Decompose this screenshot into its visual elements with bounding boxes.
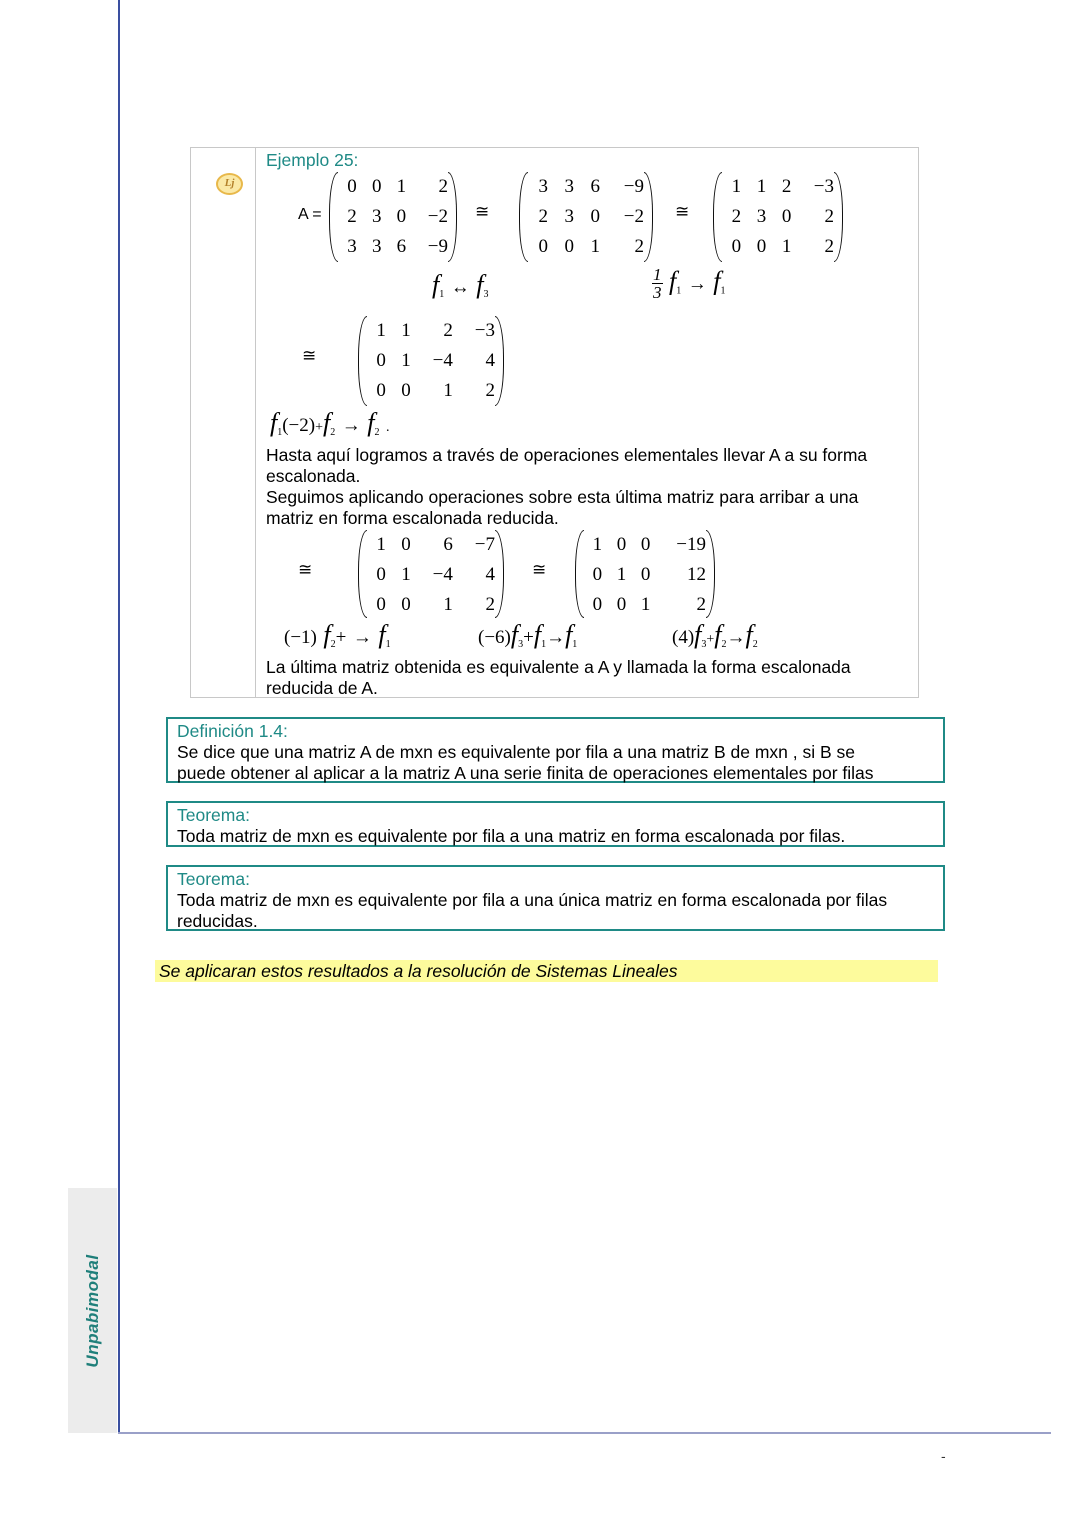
op-symbol: f bbox=[510, 620, 519, 649]
cell: 1 bbox=[443, 594, 453, 615]
cell: −4 bbox=[432, 564, 453, 585]
definition-line-1: Se dice que una matriz A de mxn es equivalente por fila a una matriz B de mxn , si B se bbox=[177, 742, 855, 762]
dot: . bbox=[385, 420, 390, 435]
op-subscript: 1 bbox=[572, 639, 578, 650]
cell: −3 bbox=[474, 320, 495, 341]
row-operation-add bbox=[270, 408, 389, 438]
cell: 0 bbox=[396, 206, 407, 227]
cell: 3 bbox=[564, 176, 574, 197]
op-symbol: f bbox=[476, 270, 484, 299]
op-symbol: f bbox=[323, 408, 331, 437]
matrix-a bbox=[329, 172, 457, 262]
op-coefficient: (4) bbox=[672, 627, 695, 648]
cell: 3 bbox=[371, 236, 382, 257]
cell: 0 bbox=[640, 534, 651, 555]
cell: 0 bbox=[592, 594, 603, 615]
cell: 2 bbox=[443, 320, 453, 341]
cell: 0 bbox=[781, 206, 792, 227]
cell: 1 bbox=[401, 320, 411, 341]
plus-sign: + bbox=[706, 632, 715, 647]
op-subscript: 1 bbox=[720, 285, 726, 297]
arrow-icon: ↔ bbox=[450, 277, 470, 298]
op-subscript: 3 bbox=[483, 289, 489, 300]
margin-line-vertical bbox=[118, 0, 120, 1433]
cell: 1 bbox=[376, 534, 386, 555]
example-divider bbox=[255, 148, 256, 697]
op-symbol: f bbox=[713, 266, 721, 296]
cell: 6 bbox=[396, 236, 407, 257]
op-symbol: f bbox=[367, 408, 375, 437]
paragraph-3-line-1: La última matriz obtenida es equivalente a A y llamada la forma escalonada bbox=[266, 657, 851, 677]
matrix-f-table bbox=[581, 530, 709, 620]
cell: 2 bbox=[696, 594, 706, 615]
cell: 1 bbox=[376, 320, 386, 341]
cell: 3 bbox=[756, 206, 767, 227]
op-symbol: f bbox=[270, 408, 278, 437]
cell: −2 bbox=[623, 206, 644, 227]
cell: 2 bbox=[347, 206, 357, 227]
cell: 4 bbox=[485, 564, 495, 585]
op-subscript: 2 bbox=[752, 639, 758, 650]
highlight-note bbox=[155, 960, 938, 982]
paragraph-2-line-2: matriz en forma escalonada reducida. bbox=[266, 508, 559, 528]
matrix-a-label: A = bbox=[298, 206, 322, 223]
highlight-note-text: Se aplicaran estos resultados a la resolución de Sistemas Lineales bbox=[159, 961, 678, 981]
matrix-b bbox=[519, 172, 653, 262]
cell: 0 bbox=[376, 350, 386, 371]
paragraph-1-line-2: escalonada. bbox=[266, 466, 361, 486]
op-subscript: 2 bbox=[721, 639, 727, 650]
cell: 1 bbox=[592, 534, 603, 555]
example-title: Ejemplo 25: bbox=[266, 150, 359, 170]
cell: −9 bbox=[427, 236, 448, 257]
cell: 3 bbox=[347, 236, 357, 257]
row-operation-add bbox=[672, 620, 758, 650]
row-operation-add bbox=[478, 620, 577, 650]
op-subscript: 2 bbox=[374, 427, 380, 438]
matrix-b-table bbox=[525, 172, 647, 262]
op-subscript: 1 bbox=[277, 427, 283, 438]
cell: 12 bbox=[687, 564, 706, 585]
theorem-1-line-1: Toda matriz de mxn es equivalente por fila a una matriz en forma escalonada por filas. bbox=[177, 826, 846, 846]
matrix-d-table bbox=[364, 316, 498, 406]
cell: 3 bbox=[564, 206, 574, 227]
cell: 0 bbox=[538, 236, 548, 257]
op-subscript: 3 bbox=[701, 639, 707, 650]
fraction bbox=[652, 266, 663, 301]
op-symbol: f bbox=[669, 266, 677, 296]
cell: 3 bbox=[371, 206, 382, 227]
theorem-1-title: Teorema: bbox=[177, 805, 250, 825]
cell: 0 bbox=[376, 564, 386, 585]
paragraph-3-line-2: reducida de A. bbox=[266, 678, 378, 698]
paragraph-2-line-1: Seguimos aplicando operaciones sobre esta última matriz para arribar a una bbox=[266, 487, 859, 507]
cell: 0 bbox=[401, 380, 411, 401]
congruence-symbol: ≅ bbox=[298, 560, 313, 580]
definition-box bbox=[166, 717, 945, 783]
plus-sign: + bbox=[335, 627, 347, 648]
cell: 1 bbox=[731, 176, 742, 197]
op-symbol: f bbox=[565, 620, 573, 649]
op-subscript: 1 bbox=[385, 639, 391, 650]
op-subscript: 1 bbox=[439, 289, 445, 300]
cell: 0 bbox=[756, 236, 767, 257]
cell: 0 bbox=[371, 176, 382, 197]
cell: 6 bbox=[590, 176, 600, 197]
cell: 2 bbox=[438, 176, 448, 197]
cell: 2 bbox=[824, 236, 834, 257]
cell: 1 bbox=[401, 350, 411, 371]
cell: 1 bbox=[590, 236, 600, 257]
cell: 1 bbox=[396, 176, 407, 197]
cell: 3 bbox=[538, 176, 548, 197]
cell: 0 bbox=[401, 534, 411, 555]
arrow-icon: → bbox=[546, 627, 566, 648]
cell: 2 bbox=[781, 176, 792, 197]
op-coefficient: (−2) bbox=[282, 415, 316, 436]
cell: 2 bbox=[824, 206, 834, 227]
op-symbol: f bbox=[533, 620, 542, 649]
op-symbol: f bbox=[694, 620, 702, 649]
cell: 2 bbox=[538, 206, 548, 227]
cell: −2 bbox=[427, 206, 448, 227]
cell: 0 bbox=[592, 564, 603, 585]
theorem-box-2 bbox=[166, 865, 945, 931]
plus-sign: + bbox=[523, 627, 534, 648]
cell: 0 bbox=[616, 594, 627, 615]
cell: 1 bbox=[640, 594, 651, 615]
plus-sign: + bbox=[315, 420, 324, 435]
cell: 0 bbox=[731, 236, 742, 257]
row-operation-scale bbox=[652, 266, 725, 301]
definition-title: Definición 1.4: bbox=[177, 721, 288, 741]
op-symbol: f bbox=[378, 620, 386, 649]
cell: 0 bbox=[590, 206, 600, 227]
arrow-icon: → bbox=[687, 273, 707, 295]
cell: 2 bbox=[731, 206, 742, 227]
op-subscript: 2 bbox=[330, 427, 336, 438]
side-tab-label: Unpabimodal bbox=[82, 1253, 102, 1368]
side-tab bbox=[68, 1188, 117, 1433]
logo-text: Lj bbox=[224, 177, 235, 189]
matrix-e bbox=[358, 530, 504, 618]
cell: 2 bbox=[634, 236, 644, 257]
definition-line-2: puede obtener al aplicar a la matriz A una serie finita de operaciones elementales por filas bbox=[177, 763, 874, 783]
op-symbol: f bbox=[714, 620, 722, 649]
theorem-box-1 bbox=[166, 801, 945, 847]
cell: 1 bbox=[781, 236, 792, 257]
cell: 0 bbox=[401, 594, 411, 615]
cell: 1 bbox=[756, 176, 767, 197]
op-coefficient: (−1) bbox=[284, 627, 317, 648]
arrow-icon: → bbox=[726, 627, 746, 648]
cell: −3 bbox=[813, 176, 834, 197]
congruence-symbol: ≅ bbox=[532, 560, 547, 580]
cell: 0 bbox=[616, 534, 627, 555]
cell: 2 bbox=[485, 380, 495, 401]
cell: 1 bbox=[443, 380, 453, 401]
row-operation-swap bbox=[432, 270, 488, 300]
arrow-icon: → bbox=[341, 415, 361, 436]
cell: 0 bbox=[347, 176, 357, 197]
cell: −7 bbox=[474, 534, 495, 555]
footer-line bbox=[118, 1432, 1051, 1434]
fraction-denominator: 3 bbox=[653, 283, 662, 302]
cell: 0 bbox=[376, 594, 386, 615]
op-subscript: 3 bbox=[518, 639, 524, 650]
fraction-numerator: 1 bbox=[653, 265, 662, 284]
cell: 6 bbox=[443, 534, 453, 555]
cell: −19 bbox=[676, 534, 706, 555]
congruence-symbol: ≅ bbox=[302, 346, 317, 366]
theorem-2-title: Teorema: bbox=[177, 869, 250, 889]
cell: −9 bbox=[623, 176, 644, 197]
matrix-c bbox=[713, 172, 843, 262]
paragraph-1-line-1: Hasta aquí logramos a través de operaciones elementales llevar A a su forma bbox=[266, 445, 868, 465]
op-coefficient: (−6) bbox=[478, 627, 511, 648]
cell: 4 bbox=[485, 350, 495, 371]
op-subscript: 1 bbox=[541, 639, 547, 650]
matrix-f bbox=[575, 530, 715, 618]
theorem-2-line-1: Toda matriz de mxn es equivalente por fila a una única matriz en forma escalonada por filas bbox=[177, 890, 888, 910]
cell: 2 bbox=[485, 594, 495, 615]
theorem-2-line-2: reducidas. bbox=[177, 911, 258, 931]
page-number: - bbox=[941, 1448, 946, 1464]
cell: 0 bbox=[640, 564, 651, 585]
cell: 0 bbox=[376, 380, 386, 401]
congruence-symbol: ≅ bbox=[675, 202, 690, 222]
cell: 1 bbox=[616, 564, 627, 585]
op-subscript: 1 bbox=[676, 285, 682, 297]
matrix-c-table bbox=[719, 172, 837, 262]
matrix-e-table bbox=[364, 530, 498, 620]
logo-icon bbox=[216, 173, 243, 195]
matrix-a-table bbox=[335, 172, 451, 262]
op-subscript: 2 bbox=[330, 639, 336, 650]
row-operation-add bbox=[284, 620, 391, 650]
cell: −4 bbox=[432, 350, 453, 371]
op-symbol: f bbox=[432, 270, 440, 299]
matrix-d bbox=[358, 316, 504, 406]
congruence-symbol: ≅ bbox=[475, 202, 490, 222]
cell: 1 bbox=[401, 564, 411, 585]
arrow-icon: → bbox=[352, 627, 372, 648]
cell: 0 bbox=[564, 236, 574, 257]
op-symbol: f bbox=[323, 620, 331, 649]
op-symbol: f bbox=[745, 620, 753, 649]
